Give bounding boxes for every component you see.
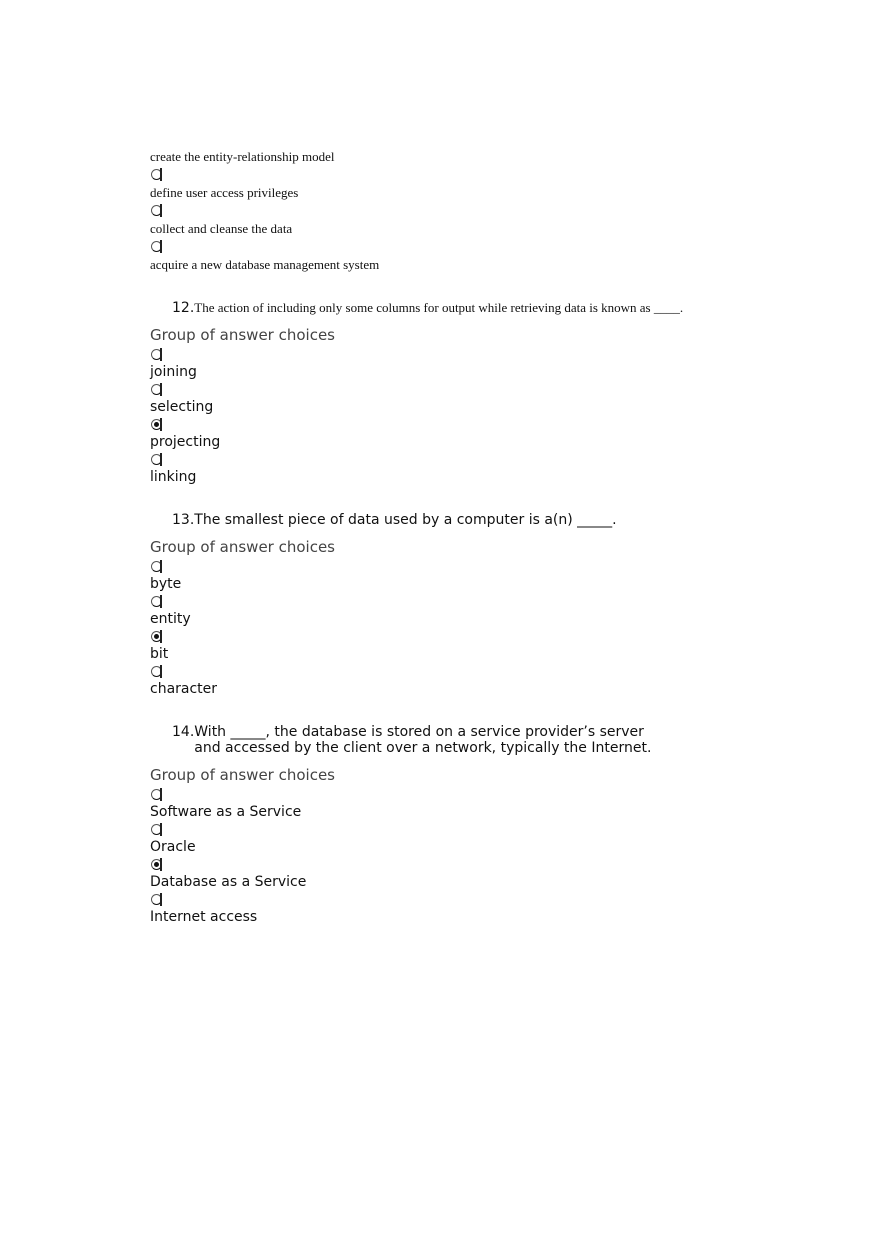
answer-label[interactable]: Internet access <box>150 909 258 925</box>
answer-option[interactable] <box>150 256 790 274</box>
question-prompt: With _____, the database is stored on a service provider’s server and accessed by the client over a network, typically the Internet. <box>194 724 652 756</box>
answer-option[interactable] <box>150 148 790 184</box>
answer-label[interactable]: joining <box>150 364 197 380</box>
question-11-options <box>150 148 790 274</box>
radio-checked-icon[interactable] <box>150 856 164 874</box>
answer-label[interactable]: selecting <box>150 399 214 415</box>
answer-label[interactable]: Database as a Service <box>150 874 307 890</box>
radio-unchecked-icon[interactable] <box>150 821 164 839</box>
question-text <box>150 724 790 756</box>
quiz-page <box>150 148 790 926</box>
group-label: Group of answer choices <box>150 766 335 784</box>
answer-label: collect and cleanse the data <box>150 221 293 236</box>
radio-unchecked-icon[interactable] <box>150 166 164 184</box>
question-12 <box>150 300 790 486</box>
question-prompt: The smallest piece of data used by a computer is a(n) _____. <box>194 512 617 528</box>
answer-label[interactable]: bit <box>150 646 169 662</box>
answer-choices <box>150 558 790 698</box>
answer-option[interactable] <box>150 220 790 256</box>
radio-unchecked-icon[interactable] <box>150 346 164 364</box>
answer-label[interactable]: entity <box>150 611 191 627</box>
radio-unchecked-icon[interactable] <box>150 202 164 220</box>
radio-unchecked-icon[interactable] <box>150 558 164 576</box>
answer-label[interactable]: projecting <box>150 434 221 450</box>
answer-choices <box>150 786 790 926</box>
question-13 <box>150 512 790 698</box>
answer-label: acquire a new database management system <box>150 257 380 272</box>
radio-unchecked-icon[interactable] <box>150 451 164 469</box>
answer-label[interactable]: linking <box>150 469 197 485</box>
answer-label: create the entity-relationship model <box>150 149 335 164</box>
question-number: 13. <box>172 512 195 528</box>
question-number: 14. <box>172 724 195 740</box>
question-number: 12. <box>172 300 195 316</box>
radio-unchecked-icon[interactable] <box>150 663 164 681</box>
group-label: Group of answer choices <box>150 326 335 344</box>
radio-unchecked-icon[interactable] <box>150 238 164 256</box>
question-text <box>150 300 790 316</box>
question-text <box>150 512 790 528</box>
answer-label[interactable]: character <box>150 681 218 697</box>
radio-unchecked-icon[interactable] <box>150 786 164 804</box>
answer-option[interactable] <box>150 184 790 220</box>
answer-label[interactable]: byte <box>150 576 182 592</box>
radio-unchecked-icon[interactable] <box>150 381 164 399</box>
radio-checked-icon[interactable] <box>150 416 164 434</box>
answer-label[interactable]: Software as a Service <box>150 804 302 820</box>
answer-choices <box>150 346 790 486</box>
question-prompt: The action of including only some columns for output while retrieving data is known as ____. <box>194 300 684 315</box>
radio-unchecked-icon[interactable] <box>150 593 164 611</box>
radio-unchecked-icon[interactable] <box>150 891 164 909</box>
radio-checked-icon[interactable] <box>150 628 164 646</box>
group-label: Group of answer choices <box>150 538 335 556</box>
answer-label[interactable]: Oracle <box>150 839 196 855</box>
answer-label: define user access privileges <box>150 185 299 200</box>
question-14 <box>150 724 790 926</box>
